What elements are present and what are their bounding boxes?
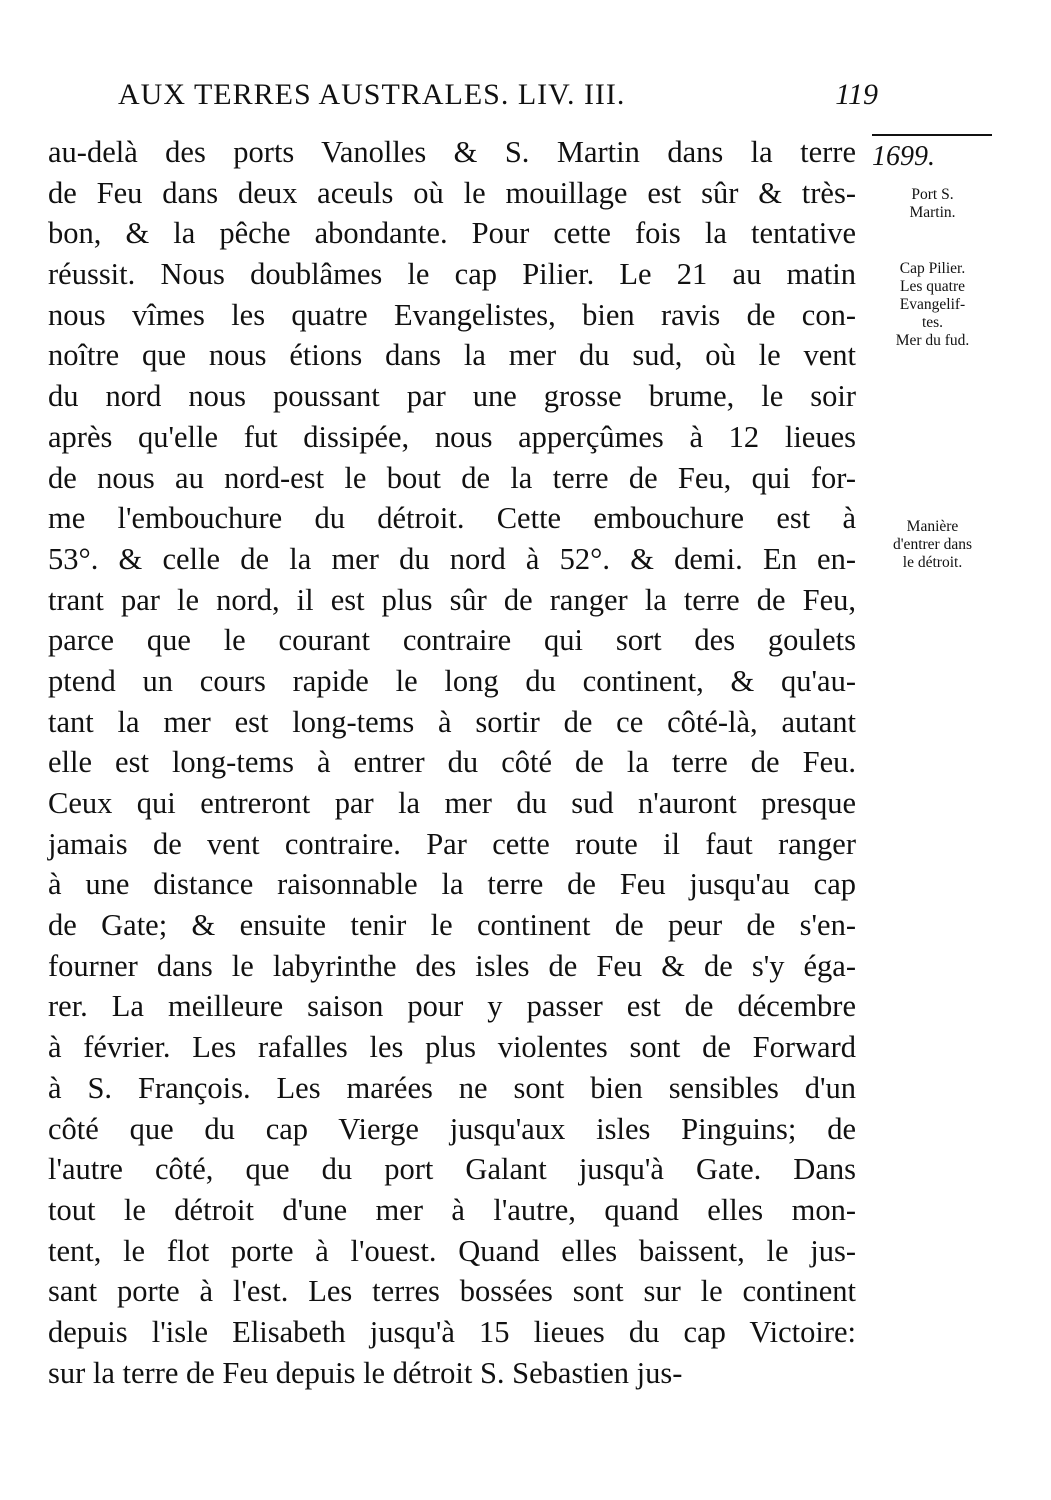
- text-line: fourner dans le labyrinthe des isles de Feu & de s'y éga-: [48, 948, 856, 983]
- text-line: du nord nous poussant par une grosse brume, le soir: [48, 379, 856, 414]
- text-line: parce que le courant contraire qui sort des goulets: [48, 623, 856, 658]
- margin-rule: [872, 134, 992, 136]
- margin-note-cap-pilier: [870, 260, 995, 350]
- text-line: côté que du cap Vierge jusqu'aux isles Pinguins; de: [48, 1111, 856, 1146]
- text-line: me l'embouchure du détroit. Cette embouchure est à: [48, 501, 856, 536]
- margin-note-line: Port S.: [911, 186, 954, 203]
- text-line: elle est long-tems à entrer du côté de la terre de Feu.: [48, 745, 856, 780]
- text-line: Ceux qui entreront par la mer du sud n'auront presque: [48, 786, 856, 820]
- text-line: sur la terre de Feu depuis le détroit S. Sebastien jus-: [48, 1355, 683, 1390]
- text-line: de Gate; & ensuite tenir le continent de peur de s'en-: [48, 908, 856, 943]
- text-line: nous vîmes les quatre Evangelistes, bien ravis de con-: [48, 297, 856, 332]
- body-text: [48, 132, 856, 1393]
- text-line: noître que nous étions dans la mer du sud, où le vent: [48, 338, 856, 373]
- margin-note-line: Cap Pilier.: [899, 260, 966, 277]
- text-line: tout le détroit d'une mer à l'autre, quand elles mon-: [48, 1192, 856, 1227]
- text-line: à une distance raisonnable la terre de Feu jusqu'au cap: [48, 867, 856, 902]
- margin-note-line: d'entrer dans: [893, 536, 972, 553]
- text-line: bon, & la pêche abondante. Pour cette fois la tentative: [48, 216, 856, 251]
- margin-note-line: Mer du fud.: [895, 332, 970, 349]
- margin-note-line: Manière: [906, 518, 959, 535]
- text-line: l'autre côté, que du port Galant jusqu'à Gate. Dans: [48, 1152, 856, 1187]
- margin-note-maniere: [870, 518, 995, 572]
- text-line: sant porte à l'est. Les terres bossées sont sur le continent: [48, 1274, 856, 1309]
- margin-note-line: Les quatre: [900, 278, 965, 295]
- text-line: réussit. Nous doublâmes le cap Pilier. Le 21 au matin: [48, 257, 856, 292]
- text-line: après qu'elle fut dissipée, nous apperçûmes à 12 lieues: [48, 419, 856, 454]
- margin-note-line: tes.: [921, 314, 944, 331]
- text-line: rer. La meilleure saison pour y passer est de décembre: [48, 989, 856, 1024]
- margin-note-port-s-martin: [870, 186, 995, 222]
- text-line: au-delà des ports Vanolles & S. Martin dans la terre: [48, 135, 856, 169]
- margin-note-line: Evangelif-: [899, 296, 966, 313]
- text-line: jamais de vent contraire. Par cette route il faut ranger: [48, 826, 856, 861]
- text-line: 53°. & celle de la mer du nord à 52°. & demi. En en-: [48, 541, 856, 576]
- margin-note-line: le détroit.: [902, 554, 963, 571]
- text-line: à S. François. Les marées ne sont bien sensibles d'un: [48, 1070, 856, 1105]
- margin-note-line: Martin.: [909, 204, 956, 221]
- text-line: trant par le nord, il est plus sûr de ranger la terre de Feu,: [48, 582, 856, 617]
- page-number: 119: [835, 78, 878, 111]
- running-head: [118, 78, 878, 118]
- running-head-title: AUX TERRES AUSTRALES. LIV. III.: [118, 78, 626, 111]
- text-line: tent, le flot porte à l'ouest. Quand elles baissent, le jus-: [48, 1233, 856, 1268]
- text-line: de Feu dans deux aceuls où le mouillage est sûr & très-: [48, 175, 856, 210]
- text-line: depuis l'isle Elisabeth jusqu'à 15 lieues du cap Victoire:: [48, 1314, 856, 1349]
- margin-year: 1699.: [872, 141, 935, 172]
- text-line: tant la mer est long-tems à sortir de ce côté-là, autant: [48, 704, 856, 739]
- text-line: à février. Les rafalles les plus violentes sont de Forward: [48, 1030, 856, 1065]
- text-line: ptend un cours rapide le long du continent, & qu'au-: [48, 663, 856, 698]
- text-line: de nous au nord-est le bout de la terre de Feu, qui for-: [48, 460, 856, 495]
